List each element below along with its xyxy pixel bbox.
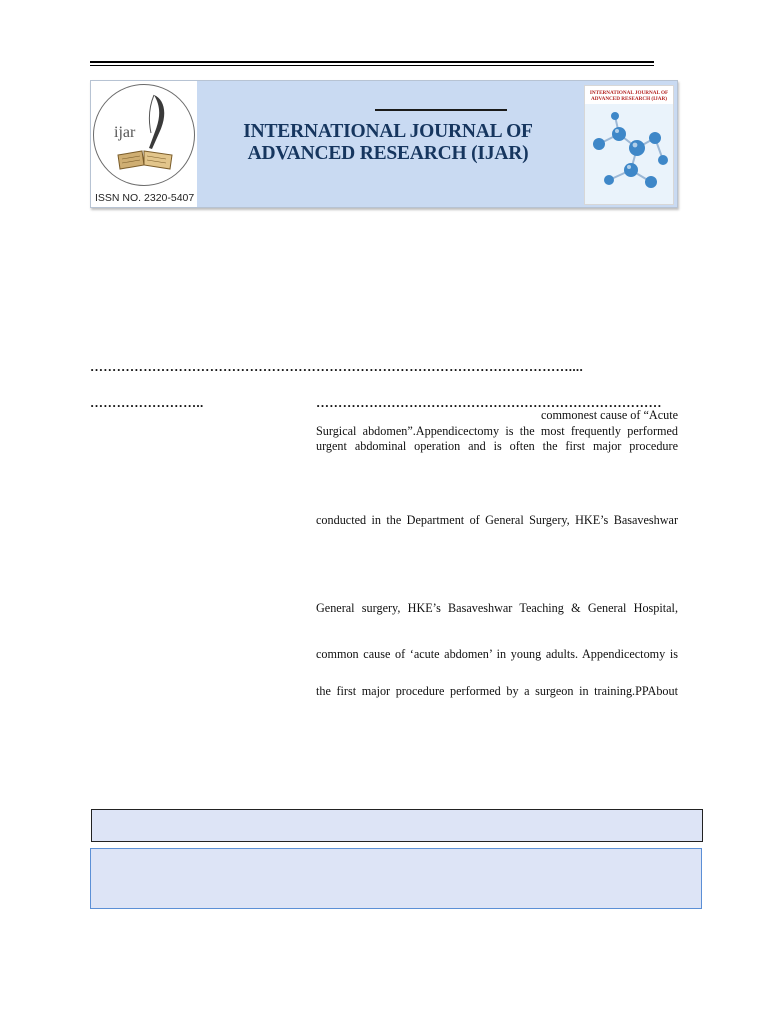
title-underline bbox=[375, 109, 507, 111]
journal-banner bbox=[90, 80, 678, 208]
logo-text: ijar bbox=[114, 124, 136, 141]
cover-title: INTERNATIONAL JOURNAL OF ADVANCED RESEARCH (IJAR) bbox=[589, 90, 669, 102]
quill-book-icon bbox=[94, 85, 194, 185]
abstract-line: the first major procedure performed by a surgeon in training.PPAbout bbox=[316, 684, 678, 698]
header-rule-thin bbox=[90, 65, 654, 66]
molecule-icon bbox=[585, 104, 673, 204]
journal-title bbox=[201, 121, 575, 165]
abstract-line: common cause of ‘acute abdomen’ in young adults. Appendicectomy is bbox=[316, 647, 678, 661]
journal-logo bbox=[91, 81, 197, 207]
separator-full: ……………………………………………………………………………………………….... bbox=[90, 360, 583, 374]
separator-right: …………………………………………………………………… bbox=[316, 396, 662, 410]
copyright-box bbox=[90, 848, 702, 909]
abstract-line: conducted in the Department of General Surgery, HKE’s Basaveshwar bbox=[316, 513, 678, 527]
abstract-line: urgent abdominal operation and is often the first major procedure bbox=[316, 439, 678, 453]
separator-left: …………………….. bbox=[90, 396, 204, 410]
abstract-line: General surgery, HKE’s Basaveshwar Teaching & General Hospital, bbox=[316, 601, 678, 615]
journal-cover-thumbnail bbox=[584, 85, 674, 205]
journal-title-line-1: INTERNATIONAL JOURNAL OF bbox=[243, 121, 533, 142]
abstract-line: Surgical abdomen”.Appendicectomy is the most frequently performed bbox=[316, 424, 678, 438]
header-rule-thick bbox=[90, 61, 654, 63]
issn-number: ISSN NO. 2320-5407 bbox=[95, 192, 195, 204]
logo-circle bbox=[93, 84, 195, 186]
corresponding-author-box bbox=[91, 809, 703, 842]
journal-title-line-2: ADVANCED RESEARCH (IJAR) bbox=[247, 143, 529, 164]
abstract-line: commonest cause of “Acute bbox=[540, 408, 678, 422]
